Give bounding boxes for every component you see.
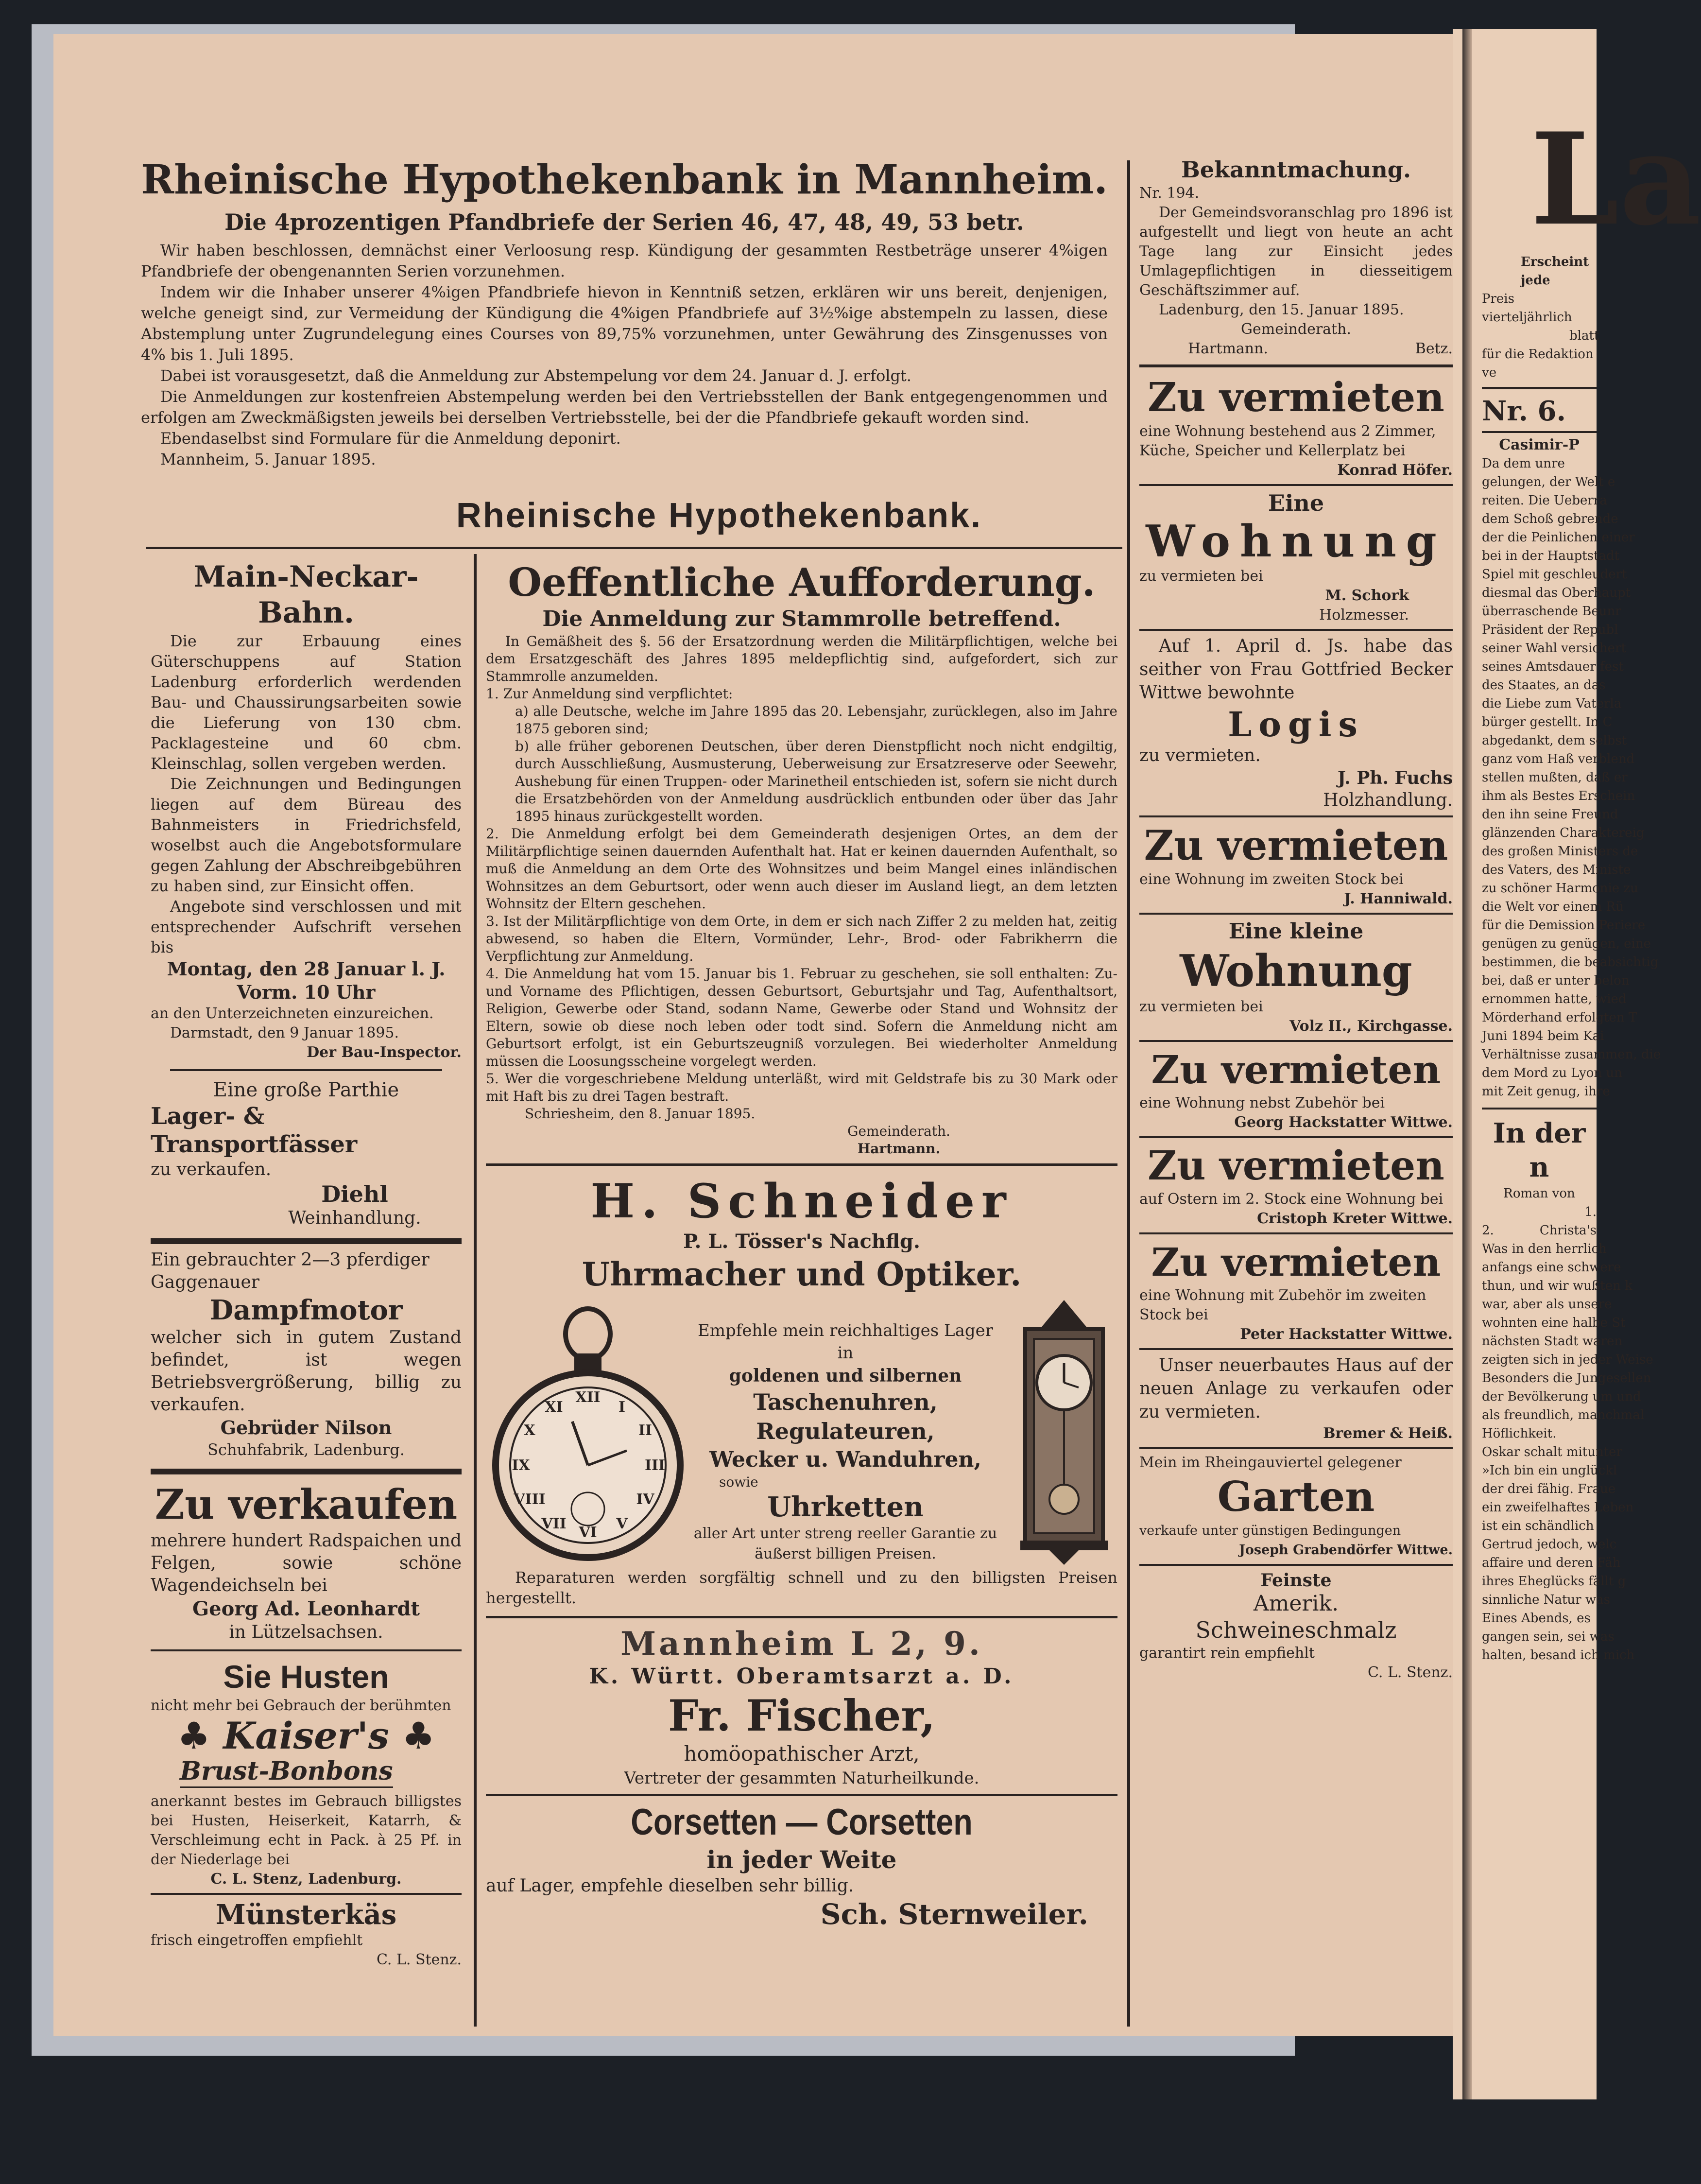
facing-page-line: thun, und wir wußten k	[1482, 1279, 1632, 1293]
corsetten-l1: in jeder Weite	[706, 1845, 897, 1874]
schneider-l6: Uhrketten	[767, 1491, 924, 1523]
verm2-title: Zu vermieten	[1144, 821, 1448, 869]
rule-r1	[1139, 364, 1453, 367]
svg-text:XI: XI	[545, 1399, 563, 1416]
svg-text:XII: XII	[575, 1389, 601, 1406]
rule-l2	[151, 1238, 462, 1244]
rule-r10	[1139, 1447, 1453, 1449]
facing-page-line: wohnten eine halbe St	[1482, 1316, 1626, 1330]
facing-page-line: zeigten sich in jeder Weise	[1482, 1352, 1653, 1367]
verm1-sign: Konrad Höfer.	[1337, 462, 1453, 479]
facing-page-line: bei, daß er unter belon	[1482, 973, 1630, 988]
motor-text: welcher sich in gutem Zustand befindet, ist wegen Betriebsvergrößerung, billig zu verkaufen.	[151, 1328, 462, 1415]
svg-text:VII: VII	[541, 1515, 567, 1532]
hypo-signature: Rheinische Hypothekenbank.	[456, 496, 982, 535]
bahn-deadline: Montag, den 28 Januar l. J.	[167, 958, 446, 980]
neubau-text: Unser neuerbautes Haus auf der neuen Anlage zu verkaufen oder zu vermieten.	[1139, 1355, 1453, 1422]
husten-logo1	[151, 1716, 462, 1756]
tree-icon: ♣	[177, 1714, 210, 1757]
pocket-watch-icon	[491, 1305, 685, 1558]
facing-page-line: abgedankt, dem selbst	[1482, 733, 1627, 748]
kleine-title: Wohnung	[1180, 945, 1412, 997]
facing-page-line: des großen Ministers de	[1482, 844, 1638, 859]
facing-page-line: den ihn seine Freund	[1482, 807, 1618, 822]
rule-r7	[1139, 1136, 1453, 1138]
bekanntmachung	[1139, 156, 1453, 359]
facing-page-line: nächsten Stadt waren	[1482, 1334, 1623, 1349]
vermieten-3	[1139, 1046, 1453, 1132]
verm4-title: Zu vermieten	[1148, 1143, 1444, 1189]
rule-m2	[486, 1616, 1117, 1618]
facing-page-line: Verhältnisse zusammen, die	[1482, 1047, 1661, 1062]
bahn-title: Main-Neckar-Bahn.	[193, 560, 419, 630]
faesser-ad	[151, 1078, 462, 1230]
corsetten-sign: Sch. Sternweiler.	[820, 1898, 1088, 1931]
hypo-p3: Dabei ist vorausgesetzt, daß die Anmeldung zur Abstempelung vor dem 24. Januar d. J. erfolgt.	[160, 366, 911, 385]
facing-page-line: bürger gestellt. In C	[1482, 715, 1613, 729]
rule-r3	[1139, 629, 1453, 631]
schmalz-l2: Schweineschmalz	[1195, 1617, 1397, 1643]
rule-l5	[151, 1893, 462, 1895]
schneider-l1: Empfehle mein reichhaltiges Lager in	[697, 1321, 994, 1363]
hypo-p4: Die Anmeldungen zur kostenfreien Abstempelung werden bei den Vertriebsstellen der Bank entgegengenommen und erfolgen am Zweckmäßigsten jeweils bei derselben Vertriebsstelle, bei der die Pfandbriefe gekauft worden sind.	[141, 387, 1108, 427]
garten-ad	[1139, 1453, 1453, 1560]
logis-sign: J. Ph. Fuchs	[1337, 768, 1453, 788]
schmalz-l1: Amerik.	[1253, 1591, 1339, 1616]
facing-page-line: überraschende Beunr	[1482, 604, 1621, 619]
facing-page-line: ganz vom Haß verblend	[1482, 752, 1635, 766]
rp-col2-num: 1.	[1584, 1205, 1597, 1219]
fischer-title: homöopathischer Arzt,	[684, 1742, 920, 1766]
hypothekenbank-notice	[141, 156, 1108, 470]
aufford-subtitle: Die Anmeldung zur Stammrolle betreffend.	[542, 607, 1061, 631]
schneider-ad	[486, 1174, 1117, 1611]
svg-text:X: X	[524, 1422, 535, 1439]
verm5-text: eine Wohnung mit Zubehör im zweiten Stock bei	[1139, 1287, 1426, 1323]
garten-text2: verkaufe unter günstigen Bedingungen	[1139, 1523, 1401, 1538]
svg-text:IV: IV	[636, 1491, 654, 1508]
kaes-text: frisch eingetroffen empfiehlt	[151, 1932, 363, 1949]
page-gutter	[1462, 29, 1472, 2099]
facing-page-line: stellen mußten, daß er	[1482, 770, 1628, 785]
garten-sign: Joseph Grabendörfer Wittwe.	[1239, 1543, 1453, 1558]
faesser-l1: Eine große Parthie	[213, 1079, 399, 1101]
verm4-sign: Cristoph Kreter Wittwe.	[1257, 1210, 1453, 1227]
facing-page-line: Höflichkeit.	[1482, 1426, 1557, 1441]
hypo-p2: Indem wir die Inhaber unserer 4%igen Pfandbriefe hievon in Kenntniß setzen, erklären wir uns bereit, denjenigen, welche geneigt sind, zur Vermeidung der Kündigung die 4%igen Pfandbriefe auf 3½%ige abstempeln zu lassen, diese Abstemplung unter Zugrundelegung eines Courses von 89,75% vorzunehmen, unter Gewährung des Zinsgenusses von 4% bis 1. Juli 1895.	[141, 283, 1108, 364]
rp-l4: für die Redaktion ve	[1482, 347, 1594, 380]
rp-lines	[1482, 454, 1661, 1101]
left-column	[151, 559, 462, 1970]
hypo-p5: Ebendaselbst sind Formulare für die Anmeldung deponirt.	[160, 429, 621, 448]
motor-sign: Gebrüder Nilson	[220, 1417, 392, 1439]
schneider-sub: P. L. Tösser's Nachflg.	[683, 1230, 920, 1253]
schneider-offer	[690, 1319, 1001, 1564]
schneider-trade: Uhrmacher und Optiker.	[582, 1255, 1022, 1293]
facing-page-line: anfangs eine schwere	[1482, 1260, 1621, 1275]
garten-text: Mein im Rheingauviertel gelegener	[1139, 1454, 1402, 1471]
hypo-p1: Wir haben beschlossen, demnächst einer Verloosung resp. Kündigung der gesammten Restbeträge unserer 4%igen Pfandbriefe der obengenannten Serien vorzunehmen.	[141, 241, 1108, 280]
middle-column	[486, 559, 1117, 1931]
faesser-sign: Diehl	[321, 1181, 388, 1207]
rule-r6	[1139, 1040, 1453, 1042]
rule-r11	[1139, 1564, 1453, 1566]
logis-sign2: Holzhandlung.	[1323, 790, 1453, 810]
faesser-sign2: Weinhandlung.	[288, 1208, 421, 1228]
schneider-repair: Reparaturen werden sorgfältig schnell und zu den billigsten Preisen hergestellt.	[486, 1568, 1117, 1607]
facing-page-line: Gertrud jedoch, welc	[1482, 1537, 1617, 1552]
bahn-p4: an den Unterzeichneten einzureichen.	[151, 1005, 434, 1022]
rule-l3	[151, 1469, 462, 1474]
aufford-org: Gemeinderath.	[847, 1123, 950, 1139]
svg-text:III: III	[644, 1457, 666, 1474]
bekannt-title: Bekanntmachung.	[1181, 156, 1411, 183]
logis-text: Auf 1. April d. Js. habe das seither von Frau Gottfried Becker Wittwe bewohnte	[1139, 636, 1453, 703]
husten-ad	[151, 1657, 462, 1889]
vermieten-2	[1139, 821, 1453, 909]
facing-page-line: Da dem unre	[1482, 456, 1565, 471]
kleine-top: Eine kleine	[1228, 919, 1364, 944]
facing-page-line: ihres Eheglücks fällt g	[1482, 1574, 1626, 1589]
verkaufen-ad	[151, 1479, 462, 1644]
facing-page-line: ist ein schändlich	[1482, 1519, 1594, 1533]
svg-text:V: V	[616, 1515, 628, 1532]
schmalz-ad	[1139, 1570, 1453, 1682]
bekannt-date: Ladenburg, den 15. Januar 1895.	[1159, 301, 1404, 318]
facing-page-line: Juni 1894 beim Kai	[1482, 1029, 1604, 1043]
motor-l1: Ein gebrauchter 2—3 pferdiger Gaggenauer	[151, 1250, 430, 1292]
rp-l1: Erscheint jede	[1521, 255, 1589, 288]
facing-page-line: dem Schoß gebrende	[1482, 512, 1618, 526]
svg-text:I: I	[618, 1399, 626, 1416]
facing-page-line: »Ich bin ein unglückl	[1482, 1463, 1617, 1478]
middle-column-rule	[474, 554, 477, 2027]
rule-r2	[1139, 484, 1453, 486]
rp-col2-sub: Roman von	[1503, 1186, 1575, 1201]
hypo-date: Mannheim, 5. Januar 1895.	[160, 450, 376, 468]
wohnung-title: Wohnung	[1146, 516, 1446, 567]
rp-l3: blatt	[1569, 329, 1599, 343]
facing-page-line: der Bevölkerung um und	[1482, 1389, 1641, 1404]
wall-clock-icon	[1011, 1295, 1117, 1567]
right-column	[1139, 156, 1453, 1682]
verkaufen-title: Zu verkaufen	[155, 1480, 458, 1528]
husten-logo2: Brust-Bonbons	[180, 1756, 393, 1788]
facing-page-line: die Welt vor einem Rü	[1482, 900, 1624, 914]
aufford-i2: 2. Die Anmeldung erfolgt bei dem Gemeinderath desjenigen Ortes, an dem der Militärpflichtige seinen dauernden Aufenthalt hat. Hat er keinen dauernden Aufenthalt, so muß die Anmeldung an dem Orte des Wohnsitzes und beim Mangel eines inländischen Wohnsitzes an dem Geburtsort, oder wenn auch dieser im Ausland liegt, an dem letzten Wohnsitz der Eltern geschehen.	[486, 826, 1117, 912]
svg-text:VI: VI	[579, 1524, 597, 1541]
facing-page-line: die Liebe zum Vaterla	[1482, 696, 1622, 711]
rule-r9	[1139, 1348, 1453, 1350]
schneider-l3: Taschenuhren, Regulateuren,	[753, 1389, 938, 1444]
bahn-p2: Die Zeichnungen und Bedingungen liegen auf dem Büreau des Bahnmeisters in Friedrichsfeld, woselbst auch die Angebotsformulare gegen Zahlung der Abschreibgebühren zu haben sind, zur Einsicht offen.	[151, 775, 462, 895]
facing-page-line: genügen zu genügen, eine	[1482, 936, 1651, 951]
facing-page-line: für die Demission Periere	[1482, 918, 1646, 933]
right-column-rule	[1127, 160, 1130, 2027]
tree-icon: ♣	[402, 1714, 435, 1757]
kaes-title: Münsterkäs	[215, 1899, 397, 1931]
facing-page-line: ihm als Bestes Erschein	[1482, 789, 1635, 803]
vermieten-5	[1139, 1238, 1453, 1344]
rule-l1	[170, 1069, 442, 1071]
verkaufen-sign2: in Lützelsachsen.	[229, 1622, 383, 1642]
facing-page-line: gangen sein, sei was	[1482, 1629, 1615, 1644]
corsetten-title: Corsetten — Corsetten	[631, 1802, 973, 1843]
aufford-sign: Hartmann.	[857, 1141, 941, 1157]
corsetten-l2: auf Lager, empfehle dieselben sehr billig.	[486, 1876, 854, 1896]
main-neckar-bahn	[151, 559, 462, 1062]
wohnung-sign: M. Schork	[1325, 587, 1409, 604]
facing-page-line: gelungen, der Welt e	[1482, 475, 1615, 489]
svg-text:IX: IX	[512, 1457, 530, 1474]
facing-page-line: Oskar schalt mitunter	[1482, 1445, 1622, 1459]
facing-page-line: Mörderhand erfolgten T	[1482, 1010, 1637, 1025]
rule-l4	[151, 1649, 462, 1651]
facing-page-line: affaire und deren Fäh	[1482, 1556, 1621, 1570]
facing-page-line: des Vaters, des Ministe	[1482, 863, 1631, 877]
fischer-rank: K. Württ. Oberamtsarzt a. D.	[589, 1664, 1014, 1689]
bekannt-signature-row	[1139, 339, 1453, 359]
rule-r8	[1139, 1232, 1453, 1234]
fischer-addr: Mannheim L 2, 9.	[620, 1625, 983, 1663]
faesser-l2: Lager- & Transportfässer	[151, 1103, 358, 1158]
rule-r5	[1139, 913, 1453, 915]
faesser-l3: zu verkaufen.	[151, 1160, 272, 1179]
aufford-i3: 3. Ist der Militärpflichtige von dem Orte, in dem er sich nach Ziffer 2 zu melden hat, zeitig abwesend, so haben die Eltern, Vormünder, Lehr-, Brod- oder Fabrikherrn die Verpflichtung zur Anmeldung.	[486, 913, 1117, 964]
bahn-sign: Der Bau-Inspector.	[307, 1044, 462, 1061]
logis-text2: zu vermieten.	[1139, 745, 1261, 765]
neubau-sign: Bremer & Heiß.	[1323, 1425, 1453, 1442]
kleine-sign: Volz II., Kirchgasse.	[1289, 1018, 1453, 1035]
bekannt-text: Der Gemeindsvoranschlag pro 1896 ist aufgestellt und liegt von heute an acht Tage lang zur Einsicht jedes Umlagepflichtigen in diesseitigem Geschäftszimmer auf.	[1139, 204, 1453, 299]
facing-page-line: halten, besand ich mich	[1482, 1648, 1635, 1663]
aufford-title: Oeffentliche Aufforderung.	[508, 559, 1096, 605]
facing-page-line: ernommen hatte, wied	[1482, 992, 1627, 1006]
facing-page-line: bei in der Hauptstadt	[1482, 549, 1620, 563]
facing-page-line: sinnliche Natur was	[1482, 1593, 1610, 1607]
bahn-p3: Angebote sind verschlossen und mit entsprechender Aufschrift versehen bis	[151, 897, 462, 956]
facing-page-line: Spiel mit geschleudert	[1482, 567, 1627, 582]
bahn-date: Darmstadt, den 9 Januar 1895.	[170, 1024, 399, 1041]
aufford-intro: In Gemäßheit des §. 56 der Ersatzordnung werden die Militärpflichtigen, welche bei dem Ersatzgeschäft des Jahres 1895 meldepflichtig sind, aufgefordert, sich zur Stammrolle anzumelden.	[486, 633, 1117, 684]
wohnung-sign2: Holzmesser.	[1319, 607, 1409, 624]
verm3-title: Zu vermieten	[1151, 1047, 1441, 1092]
rp-col: Casimir-P	[1499, 436, 1580, 453]
schneider-l4: Wecker u. Wanduhren,	[709, 1447, 981, 1472]
motor-sign2: Schuhfabrik, Ladenburg.	[207, 1440, 405, 1459]
logis-title: Logis	[1228, 704, 1364, 745]
bekannt-sign2: Betz.	[1415, 340, 1453, 357]
verm5-title: Zu vermieten	[1151, 1239, 1441, 1285]
facing-page-line: Besonders die Jungesellen	[1482, 1371, 1651, 1386]
aufford-i1: 1. Zur Anmeldung sind verpflichtet:	[486, 686, 733, 702]
facing-page-line: war, aber als unsere	[1482, 1297, 1612, 1312]
garten-title: Garten	[1217, 1473, 1375, 1521]
dampfmotor-ad	[151, 1249, 462, 1460]
fischer-name: Fr. Fischer,	[668, 1690, 936, 1741]
wohnung-top: Eine	[1268, 490, 1324, 516]
facing-page-line: Was in den herrlich	[1482, 1242, 1607, 1256]
verm1-text: eine Wohnung bestehend aus 2 Zimmer, Küche, Speicher und Kellerplatz bei	[1139, 423, 1436, 459]
facing-page-line: glänzenden Charaktereig	[1482, 826, 1645, 840]
facing-page-line: zu schöner Harmonie zu	[1482, 881, 1638, 896]
masthead: La	[1530, 105, 1701, 254]
bekannt-org: Gemeinderath.	[1241, 321, 1351, 338]
svg-text:VIII: VIII	[514, 1491, 546, 1508]
aufford-date: Schriesheim, den 8. Januar 1895.	[525, 1106, 756, 1122]
rule-m3	[486, 1794, 1117, 1796]
facing-page-line: diesmal das Oberhaupt	[1482, 586, 1631, 600]
facing-page-line: ein zweifelhaftes Leben	[1482, 1500, 1634, 1515]
schmalz-top: Feinste	[1260, 1570, 1332, 1591]
bekannt-sign: Hartmann.	[1188, 340, 1268, 357]
neubau-ad	[1139, 1354, 1453, 1443]
rp-rule3	[1482, 1108, 1597, 1109]
facing-page-line: bestimmen, die beabsichtig	[1482, 955, 1659, 970]
kaes-sign: C. L. Stenz.	[377, 1951, 462, 1968]
verm5-sign: Peter Hackstatter Wittwe.	[1240, 1326, 1453, 1343]
facing-page-line: Eines Abends, es	[1482, 1611, 1591, 1626]
fischer-text: Vertreter der gesammten Naturheilkunde.	[624, 1768, 979, 1788]
facing-page-line: reiten. Die Ueberra	[1482, 493, 1607, 508]
aufford-i1b: b) alle früher geborenen Deutschen, über deren Dienstpflicht noch nicht endgiltig, durch Ausschließung, Ausmusterung, Ueberweisung zur Ersatzreserve oder Seewehr, Aushebung für einen Truppen- oder Marinetheil entschieden ist, sofern sie nicht durch die Ersatzbehörden von der Anmeldung ausdrücklich entbunden oder über das Jahr 1895 hinaus zurückgestellt worden.	[515, 738, 1117, 824]
verm2-text: eine Wohnung im zweiten Stock bei	[1139, 871, 1404, 888]
facing-page-line: der drei fähig. Fraue	[1482, 1482, 1616, 1496]
verkaufen-text: mehrere hundert Radspaichen und Felgen, sowie schöne Wagendeichseln bei	[151, 1531, 462, 1595]
rule-m1	[486, 1163, 1117, 1166]
schmalz-sign: C. L. Stenz.	[1368, 1664, 1453, 1681]
schneider-l2: goldenen und silbernen	[729, 1366, 962, 1386]
verkaufen-sign: Georg Ad. Leonhardt	[192, 1597, 420, 1620]
rp-col2-lines	[1482, 1240, 1653, 1664]
svg-text:II: II	[638, 1422, 653, 1439]
rp-rule	[1482, 387, 1597, 389]
verm3-text: eine Wohnung nebst Zubehör bei	[1139, 1094, 1385, 1111]
facing-page-line: mit Zeit genug, ihre	[1482, 1084, 1610, 1099]
facing-page-line: der die Peinlichen einer	[1482, 530, 1635, 545]
vermieten-4	[1139, 1142, 1453, 1229]
rp-col2-row	[1482, 1221, 1597, 1240]
vermieten-1	[1139, 373, 1453, 480]
oeffentliche-aufforderung	[486, 559, 1117, 1158]
kaes-ad	[151, 1899, 462, 1970]
wohnung-text: zu vermieten bei	[1139, 568, 1263, 585]
facing-page-line: als freundlich, manchmal	[1482, 1408, 1645, 1422]
bahn-p1: Die zur Erbauung eines Güterschuppens auf Station Ladenburg erforderlich werdenden Bau- und Chaussirungsarbeiten sowie die Lieferung von 130 cbm. Packlagesteine und 60 cbm. Kleinschlag, sollen vergeben werden.	[151, 632, 462, 773]
bekannt-number: Nr. 194.	[1139, 185, 1200, 202]
verm1-title: Zu vermieten	[1148, 374, 1444, 421]
rule-r4	[1139, 815, 1453, 817]
verm2-sign: J. Hanniwald.	[1344, 890, 1453, 907]
schmalz-text: garantirt rein empfiehlt	[1139, 1645, 1315, 1662]
motor-title: Dampfmotor	[209, 1294, 403, 1326]
facing-page-line: Präsident der Republ	[1482, 623, 1618, 637]
husten-title: Sie Husten	[223, 1659, 389, 1695]
schneider-title: H. Schneider	[590, 1174, 1013, 1229]
verm4-text: auf Ostern im 2. Stock eine Wohnung bei	[1139, 1191, 1443, 1208]
fischer-ad	[486, 1624, 1117, 1789]
husten-l1: nicht mehr bei Gebrauch der berühmten	[151, 1697, 451, 1714]
top-divider	[146, 547, 1122, 549]
verm3-sign: Georg Hackstatter Wittwe.	[1234, 1114, 1453, 1131]
kaisers-logo-text: Kaiser's	[223, 1714, 389, 1757]
hypo-title: Rheinische Hypothekenbank in Mannheim.	[141, 156, 1108, 203]
facing-page-line: dem Mord zu Lyon un	[1482, 1066, 1622, 1080]
facing-page-line: seiner Wahl versichert	[1482, 641, 1626, 656]
schneider-l7: aller Art unter streng reeller Garantie zu äußerst billigen Preisen.	[693, 1525, 997, 1562]
schneider-l5: sowie	[719, 1474, 758, 1490]
kleine-text: zu vermieten bei	[1139, 998, 1263, 1015]
husten-text: anerkannt bestes im Gebrauch billigstes bei Husten, Heiserkeit, Katarrh, & Verschleimung echt in Pack. à 25 Pf. in der Niederlage bei	[151, 1793, 462, 1868]
wohnung-ad	[1139, 490, 1453, 625]
husten-sign: C. L. Stenz, Ladenburg.	[210, 1871, 402, 1888]
facing-page-line: seines Amtsdauer fest	[1482, 659, 1624, 674]
facing-page-line: des Staates, an das	[1482, 678, 1606, 693]
rp-col2-n2: 2.	[1482, 1223, 1494, 1238]
bahn-time: Vorm. 10 Uhr	[237, 981, 376, 1003]
aufford-i4: 4. Die Anmeldung hat vom 15. Januar bis 1. Februar zu geschehen, sie soll enthalten: Zu- und Vorname des Pflichtigen, dessen Geburtsort, Geburtsjahr und Tag, Aufenthaltsort, Religion, Gewerbe oder Stand, sodann Name, Gewerbe oder Stand und Wohnsitz der Eltern, sowie ob diese noch leben oder todt sind. Sofern die Anmeldung nicht am Geburtsort erfolgt, ist ein Geburtszeugniß vorzulegen. Bei wiederholter Anmeldung müssen die Loosungsscheine vorgelegt werden.	[486, 966, 1117, 1069]
rp-number: Nr. 6.	[1482, 395, 1566, 427]
kleine-wohnung	[1139, 919, 1453, 1036]
rp-col2-name: Christa's	[1539, 1223, 1597, 1238]
logis-ad	[1139, 635, 1453, 812]
rp-rule2	[1482, 431, 1597, 433]
rp-l2: Preis vierteljährlich	[1482, 292, 1572, 325]
aufford-i5: 5. Wer die vorgeschriebene Meldung unterläßt, wird mit Geldstrafe bis zu 30 Mark oder mit Haft bis zu drei Tagen bestraft.	[486, 1071, 1117, 1104]
facing-page-content	[1482, 105, 1701, 2095]
rp-col2-title: In der n	[1493, 1117, 1586, 1183]
aufford-i1a: a) alle Deutsche, welche im Jahre 1895 das 20. Lebensjahr, zurücklegen, also im Jahre 1875 geboren sind;	[515, 703, 1117, 737]
corsetten-ad	[486, 1800, 1117, 1931]
hypo-subtitle: Die 4prozentigen Pfandbriefe der Serien 46, 47, 48, 49, 53 betr.	[224, 209, 1024, 235]
